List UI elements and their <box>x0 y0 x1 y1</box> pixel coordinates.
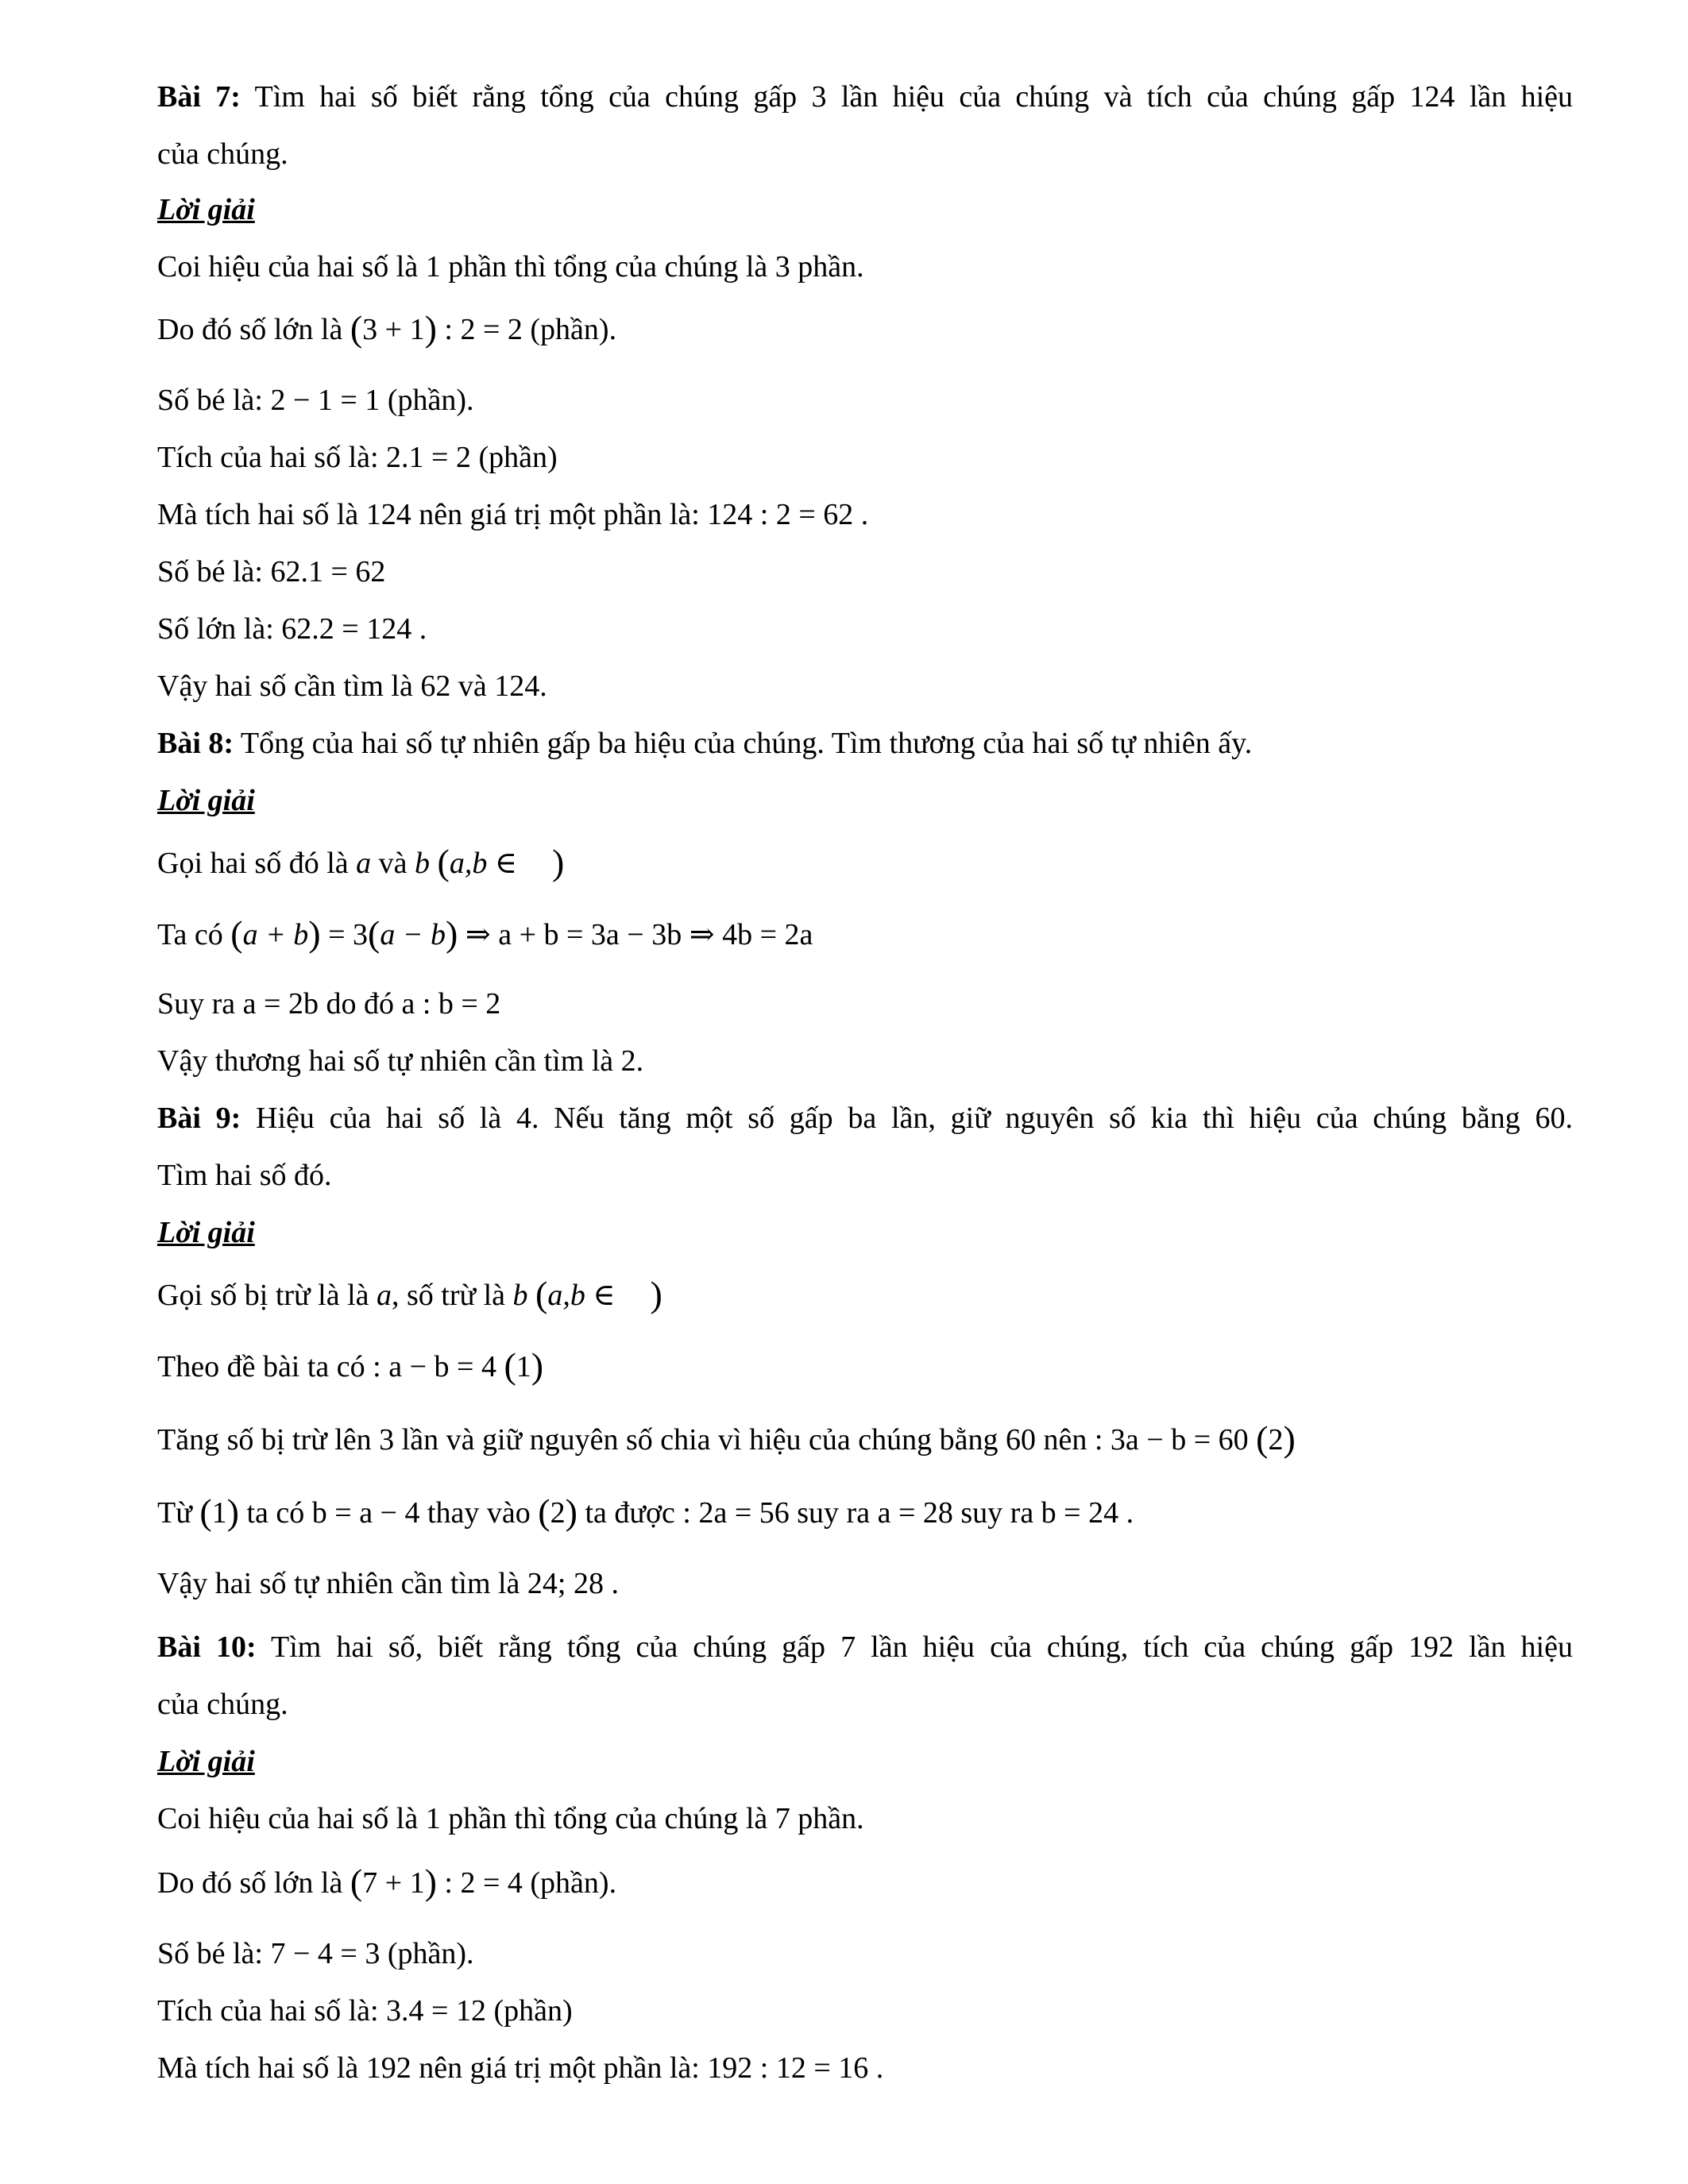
paren-open: ( <box>504 1345 516 1386</box>
problem-7-text: Tìm hai số biết rằng tổng của chúng gấp 3 lần hiệu của chúng và tích của chúng gấp 124 lần hiệu <box>254 80 1573 114</box>
math-expr: 7 + 1 <box>362 1866 425 1900</box>
paren-open: ( <box>538 1491 550 1532</box>
paren-close: ) <box>424 308 437 349</box>
paren-open: ( <box>1256 1418 1269 1459</box>
paren-open: ( <box>368 913 380 954</box>
problem-7-line: Mà tích hai số là 124 nên giá trị một phần là: 124 : 2 = 62 . <box>157 498 869 531</box>
problem-9-statement <box>157 1099 1573 1137</box>
math-expr: ⇒ a + b = 3a − 3b ⇒ 4b = 2a <box>458 918 813 951</box>
problem-9-tu-line <box>157 1493 1134 1532</box>
text: ta có b = a − 4 thay vào <box>238 1496 539 1530</box>
text: ta được : 2a = 56 suy ra a = 28 suy ra b = 24 . <box>577 1496 1134 1530</box>
paren-close: ) <box>308 913 321 954</box>
equation-tag: 1 <box>516 1350 531 1383</box>
paren-close: ) <box>551 842 565 882</box>
paren-close: ) <box>446 913 458 954</box>
problem-7-big-line <box>157 310 616 349</box>
paren-close: ) <box>565 1491 577 1532</box>
equation-tag: 1 <box>211 1496 227 1530</box>
problem-8-taco-line <box>157 915 813 954</box>
problem-10-solution-header: Lời giải <box>157 1745 255 1778</box>
problem-8-label: Bài 8: <box>157 727 234 760</box>
problem-10-statement-cont: của chúng. <box>157 1688 288 1721</box>
text: : 2 = 4 (phần). <box>436 1866 617 1900</box>
problem-9-theo-line <box>157 1347 543 1386</box>
text: Do đó số lớn là <box>157 313 350 346</box>
paren-open: ( <box>350 1862 363 1902</box>
text: : 2 = 2 (phần). <box>436 313 617 346</box>
paren-open: ( <box>535 1274 548 1314</box>
math-expr: a + b <box>242 918 309 951</box>
var-a: a <box>356 847 372 880</box>
problem-7-statement-cont: của chúng. <box>157 137 288 171</box>
problem-9-label: Bài 9: <box>157 1102 241 1135</box>
text: Do đó số lớn là <box>157 1866 350 1900</box>
problem-9-goi-line <box>157 1275 662 1314</box>
problem-7-label: Bài 7: <box>157 80 241 114</box>
problem-10-line: Coi hiệu của hai số là 1 phần thì tổng của chúng là 7 phần. <box>157 1802 864 1835</box>
problem-9-conclusion: Vậy hai số tự nhiên cần tìm là 24; 28 . <box>157 1567 619 1600</box>
problem-7-conclusion: Vậy hai số cần tìm là 62 và 124. <box>157 669 547 703</box>
problem-7-line: Coi hiệu của hai số là 1 phần thì tổng của chúng là 3 phần. <box>157 250 864 284</box>
paren-open: ( <box>199 1491 212 1532</box>
math-expr: 3 + 1 <box>362 313 425 346</box>
problem-7-statement <box>157 78 1573 116</box>
var-b: b <box>415 847 431 880</box>
paren-open: ( <box>350 308 363 349</box>
problem-7-line: Tích của hai số là: 2.1 = 2 (phần) <box>157 441 558 474</box>
text: Từ <box>157 1496 200 1530</box>
text: Gọi số bị trừ là là <box>157 1279 377 1312</box>
problem-10-line: Mà tích hai số là 192 nên giá trị một phần là: 192 : 12 = 16 . <box>157 2051 884 2085</box>
var-b: b <box>512 1279 528 1312</box>
text: Tăng số bị trừ lên 3 lần và giữ nguyên số chia vì hiệu của chúng bằng 60 nên : 3a − b = 60 <box>157 1423 1257 1457</box>
problem-8-solution-header: Lời giải <box>157 784 255 817</box>
text: Theo đề bài ta có : a − b = 4 <box>157 1350 504 1383</box>
equation-tag: 2 <box>550 1496 566 1530</box>
set-condition: a,b ∈ <box>547 1279 616 1312</box>
problem-10-statement <box>157 1628 1573 1666</box>
problem-8-statement <box>157 724 1252 762</box>
problem-8-conclusion: Vậy thương hai số tự nhiên cần tìm là 2. <box>157 1044 644 1078</box>
problem-10-big-line <box>157 1863 616 1902</box>
paren-open: ( <box>437 842 450 882</box>
problem-10-line: Số bé là: 7 − 4 = 3 (phần). <box>157 1937 474 1970</box>
text: Ta có <box>157 918 231 951</box>
math-expr: = 3 <box>320 918 369 951</box>
problem-9-statement-cont: Tìm hai số đó. <box>157 1159 332 1192</box>
text: Gọi hai số đó là <box>157 847 357 880</box>
problem-10-text: Tìm hai số, biết rằng tổng của chúng gấp 7 lần hiệu của chúng, tích của chúng gấp 192 lần hiệu <box>271 1630 1573 1664</box>
paren-close: ) <box>226 1491 239 1532</box>
problem-8-text: Tổng của hai số tự nhiên gấp ba hiệu của chúng. Tìm thương của hai số tự nhiên ấy. <box>240 727 1253 760</box>
problem-9-tang-line <box>157 1420 1296 1459</box>
problem-10-label: Bài 10: <box>157 1630 257 1664</box>
problem-7-line: Số lớn là: 62.2 = 124 . <box>157 612 427 646</box>
paren-close: ) <box>531 1345 544 1386</box>
var-a: a <box>377 1279 392 1312</box>
text: và <box>371 847 415 880</box>
set-condition: a,b ∈ <box>449 847 517 880</box>
paren-open: ( <box>230 913 243 954</box>
math-expr: a − b <box>380 918 446 951</box>
problem-7-line: Số bé là: 62.1 = 62 <box>157 555 386 588</box>
equation-tag: 2 <box>1268 1423 1284 1457</box>
paren-close: ) <box>650 1274 662 1314</box>
paren-close: ) <box>424 1862 437 1902</box>
problem-8-line: Suy ra a = 2b do đó a : b = 2 <box>157 987 501 1021</box>
problem-9-text: Hiệu của hai số là 4. Nếu tăng một số gấp ba lần, giữ nguyên số kia thì hiệu của chúng bằng 60. <box>256 1102 1574 1135</box>
paren-close: ) <box>1283 1418 1296 1459</box>
problem-10-line: Tích của hai số là: 3.4 = 12 (phần) <box>157 1994 573 2028</box>
problem-7-solution-header: Lời giải <box>157 193 255 226</box>
problem-8-goi-line <box>157 843 564 882</box>
problem-7-line: Số bé là: 2 − 1 = 1 (phần). <box>157 384 474 417</box>
text: , số trừ là <box>392 1279 513 1312</box>
problem-9-solution-header: Lời giải <box>157 1216 255 1249</box>
